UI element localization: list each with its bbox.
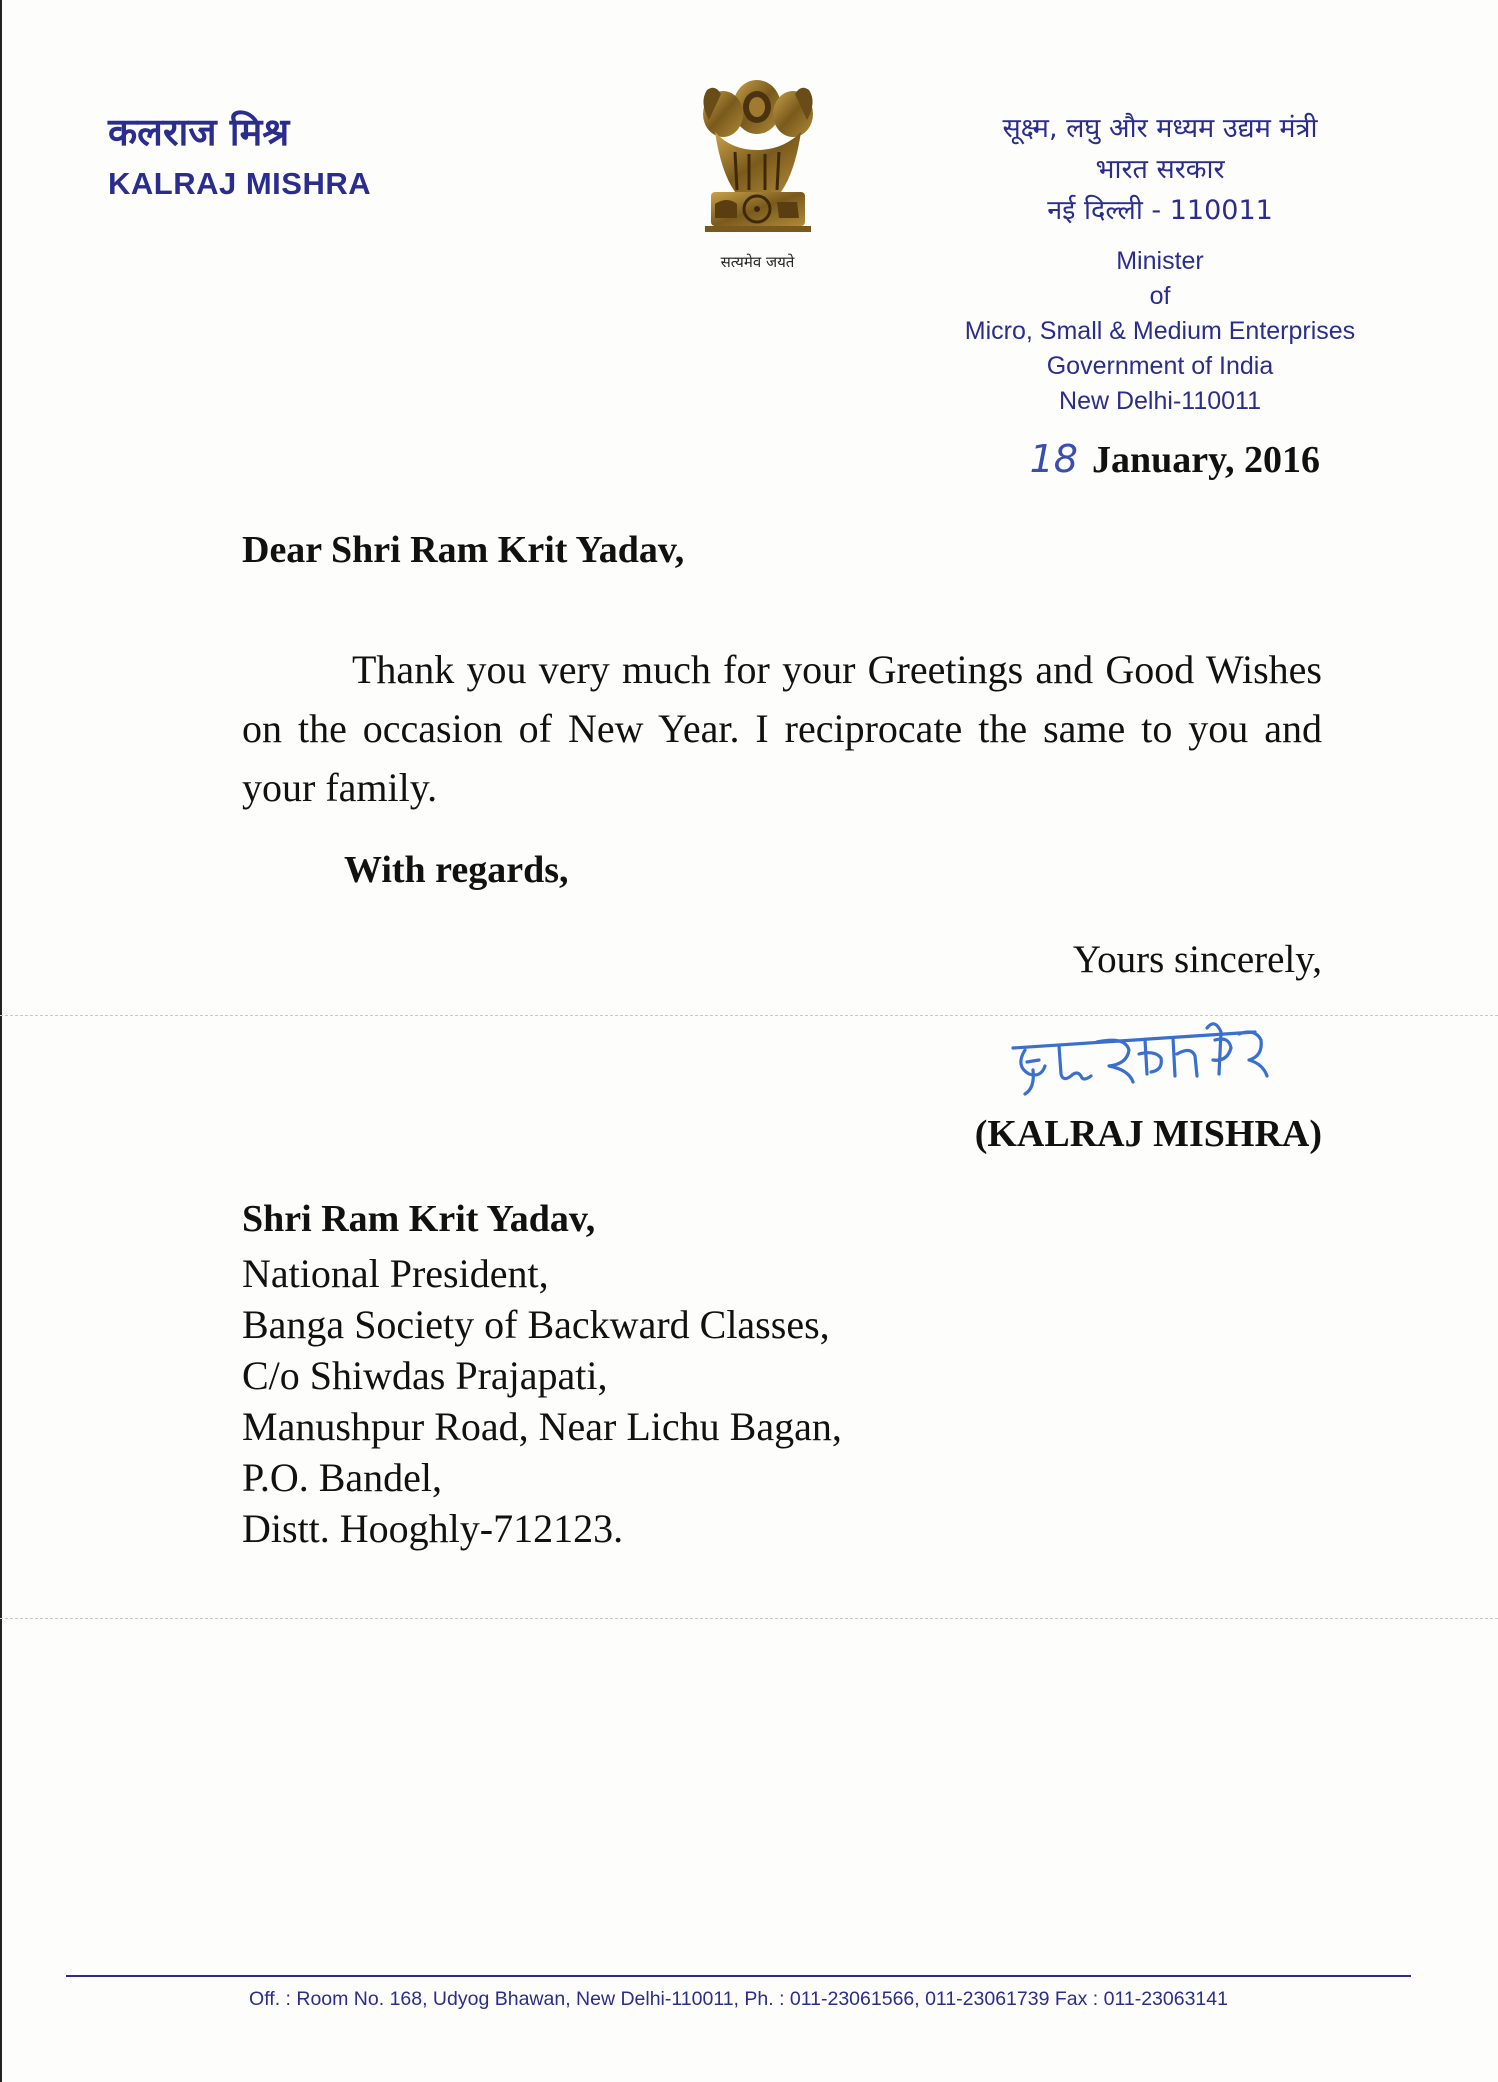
office-hindi-line: नई दिल्ली - 110011	[1047, 195, 1273, 226]
minister-name-hindi: कलराज मिश्र	[108, 110, 290, 154]
page-edge	[0, 0, 2, 2082]
recipient-address-line: Banga Society of Backward Classes,	[242, 1302, 830, 1347]
office-hindi-line: सूक्ष्म, लघु और मध्यम उद्यम मंत्री	[1002, 113, 1318, 144]
recipient-address-line: P.O. Bandel,	[242, 1455, 442, 1500]
recipient-address-line: Manushpur Road, Near Lichu Bagan,	[242, 1404, 842, 1449]
signatory-name: (KALRAJ MISHRA)	[974, 1113, 1322, 1155]
closing: Yours sincerely,	[1072, 938, 1322, 981]
letter-date	[980, 437, 1320, 482]
recipient-address-line: National President,	[242, 1251, 549, 1296]
office-footer: Off. : Room No. 168, Udyog Bhawan, New Delhi-110011, Ph. : 011-23061566, 011-23061739 Fax : 011-23063141	[249, 1988, 1228, 2010]
office-english	[930, 244, 1390, 419]
recipient-address-line: Distt. Hooghly-712123.	[242, 1506, 624, 1551]
fold-line	[0, 1618, 1498, 1619]
recipient-address-line: C/o Shiwdas Prajapati,	[242, 1353, 608, 1398]
emblem-motto: सत्यमेव जयते	[720, 253, 795, 271]
minister-name-english: KALRAJ MISHRA	[108, 166, 372, 201]
office-hindi	[930, 108, 1390, 231]
office-english-line: New Delhi-110011	[1059, 387, 1261, 415]
office-hindi-line: भारत सरकार	[1095, 154, 1225, 185]
salutation: Dear Shri Ram Krit Yadav,	[242, 529, 685, 571]
footer-rule	[66, 1975, 1411, 1977]
date-day-handwritten: 18	[1029, 437, 1078, 481]
letter-body: Thank you very much for your Greetings and Good Wishes on the occasion of New Year. I reciprocate the same to you and your family.	[242, 647, 1322, 810]
office-english-line: Government of India	[1046, 352, 1274, 380]
national-emblem-icon	[685, 72, 830, 277]
recipient-name: Shri Ram Krit Yadav,	[242, 1198, 596, 1240]
date-month-year: January, 2016	[1091, 439, 1320, 481]
office-english-line: Micro, Small & Medium Enterprises	[964, 317, 1356, 345]
signature-icon	[1005, 1010, 1305, 1100]
office-english-line: of	[1149, 282, 1171, 310]
office-english-line: Minister	[1116, 247, 1204, 275]
regards: With regards,	[344, 849, 569, 891]
